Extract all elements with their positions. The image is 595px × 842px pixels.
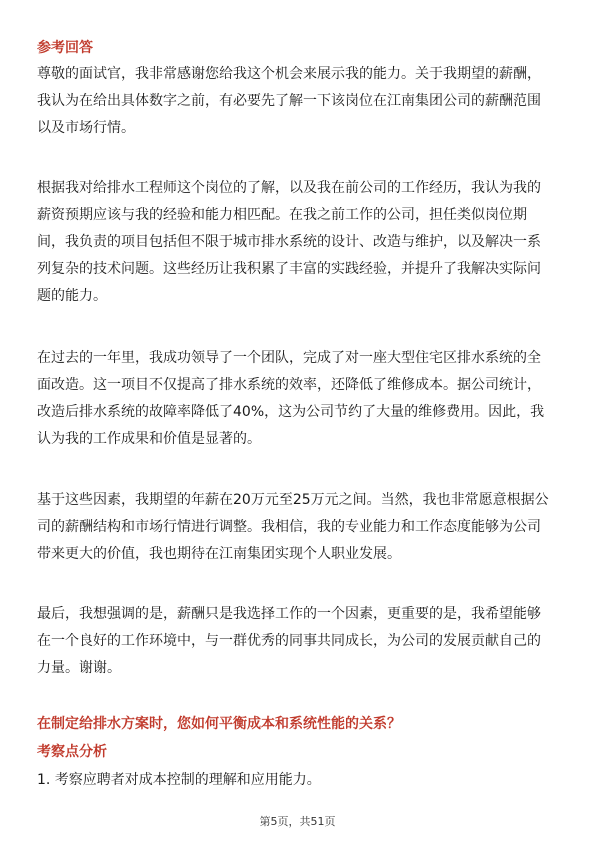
paragraph-line: 带来更大的价值，我也期待在江南集团实现个人职业发展。	[37, 546, 401, 562]
paragraph-line: 在一个良好的工作环境中，与一群优秀的同事共同成长，为公司的发展贡献自己的	[37, 633, 541, 649]
question-heading: 在制定给排水方案时，您如何平衡成本和系统性能的关系？	[37, 716, 401, 732]
paragraph-achievement	[37, 345, 559, 453]
paragraph-line: 力量。谢谢。	[37, 660, 121, 676]
paragraph-line: 薪资预期应该与我的经验和能力相匹配。在我之前工作的公司，担任类似岗位期	[37, 207, 527, 223]
page-number: 第5页，共51页	[259, 815, 336, 828]
paragraph-line: 面改造。这一项目不仅提高了排水系统的效率，还降低了维修成本。据公司统计，	[37, 377, 541, 393]
analysis-heading: 考察点分析	[37, 744, 107, 760]
paragraph-line: 列复杂的技术问题。这些经历让我积累了丰富的实践经验，并提升了我解决实际问	[37, 261, 541, 277]
paragraph-line: 基于这些因素，我期望的年薪在20万元至25万元之间。当然，我也非常愿意根据公	[37, 492, 549, 508]
paragraph-intro	[37, 61, 559, 142]
paragraph-closing	[37, 601, 559, 682]
paragraph-line: 根据我对给排水工程师这个岗位的了解，以及我在前公司的工作经历，我认为我的	[37, 180, 541, 196]
paragraph-line: 题的能力。	[37, 288, 107, 304]
analysis-item: 1. 考察应聘者对成本控制的理解和应用能力。	[37, 772, 321, 788]
paragraph-line: 尊敬的面试官，我非常感谢您给我这个机会来展示我的能力。关于我期望的薪酬，	[37, 66, 541, 82]
answer-heading: 参考回答	[37, 40, 93, 56]
paragraph-line: 在过去的一年里，我成功领导了一个团队，完成了对一座大型住宅区排水系统的全	[37, 350, 541, 366]
paragraph-experience	[37, 175, 559, 310]
paragraph-line: 间，我负责的项目包括但不限于城市排水系统的设计、改造与维护，以及解决一系	[37, 234, 541, 250]
paragraph-line: 认为我的工作成果和价值是显著的。	[37, 431, 261, 447]
paragraph-line: 我认为在给出具体数字之前，有必要先了解一下该岗位在江南集团公司的薪酬范围	[37, 93, 541, 109]
paragraph-line: 司的薪酬结构和市场行情进行调整。我相信，我的专业能力和工作态度能够为公司	[37, 519, 541, 535]
paragraph-line: 最后，我想强调的是，薪酬只是我选择工作的一个因素，更重要的是，我希望能够	[37, 606, 541, 622]
paragraph-line: 改造后排水系统的故障率降低了40%，这为公司节约了大量的维修费用。因此，我	[37, 404, 545, 420]
paragraph-line: 以及市场行情。	[37, 120, 135, 136]
paragraph-salary	[37, 487, 559, 568]
